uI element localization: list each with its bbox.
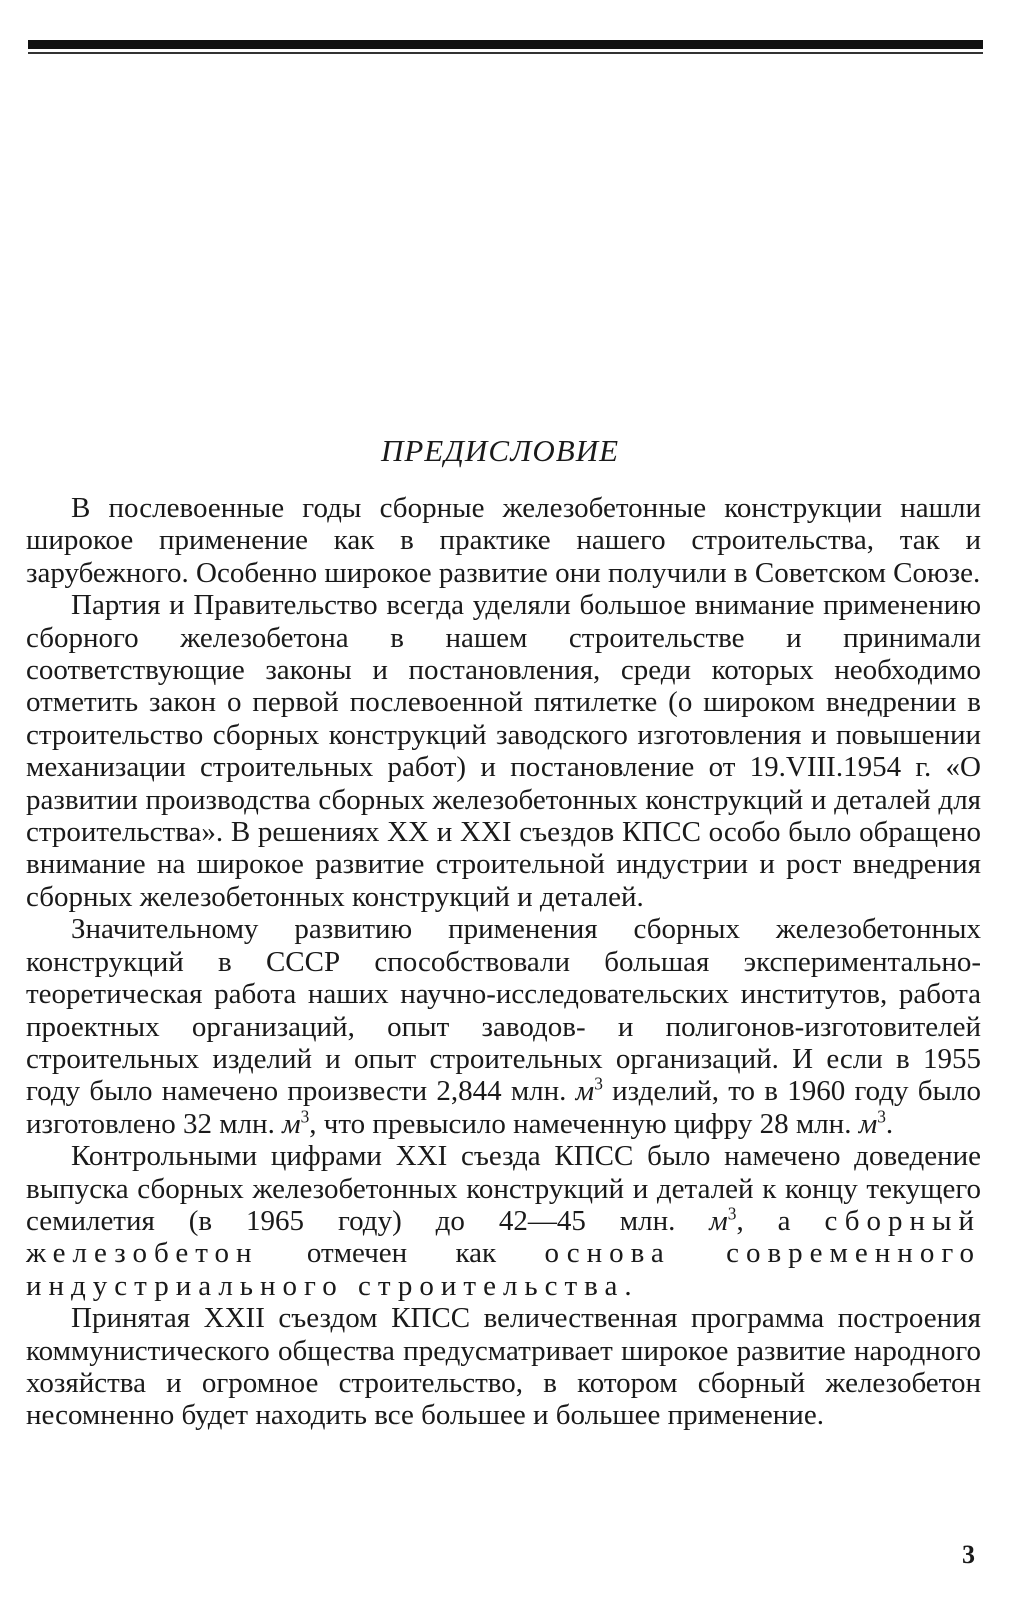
body-text (26, 492, 981, 1432)
page-number: 3 (962, 1540, 975, 1569)
paragraph-1: В послевоенные годы сборные железобетонные конструкции нашли широкое применение как в практике нашего строительства, так и зарубежного. Особенно широкое развитие они получили в Советском Союзе. (26, 492, 981, 589)
top-rule (28, 40, 983, 49)
unit-4: м (709, 1204, 728, 1237)
p4-spaced-2: основа современного индустриального строительства (26, 1237, 981, 1302)
unit-3: м (858, 1107, 878, 1140)
p3-text-d: . (885, 1107, 894, 1140)
p3-text-c: , что превысило намеченную цифру 28 млн. (309, 1107, 859, 1140)
unit-exp-2: 3 (300, 1106, 310, 1127)
p3-text-a: Значительному развитию применения сборных железобетонных конструкций в СССР способствовали большая экспериментально-теоретическая работа наших научно-исследовательских институтов, работа проектных организаций, опыт заводов- и полигонов-изготовителей строительных изделий и опыт строительных организаций. И если в 1955 году было намечено произвести 2,844 млн. (26, 913, 981, 1108)
p4-text-a: Контрольными цифрами XXI съезда КПСС было намечено доведение выпуска сборных железобетонных конструкций и деталей к концу текущего семилетия (в 1965 году) до 42—45 млн. (26, 1140, 981, 1237)
paragraph-2: Партия и Правительство всегда уделяли большое внимание применению сборного железобетона в нашем строительстве и принимали соответствующие законы и постановления, среди которых необходимо отметить закон о первой послевоенной пятилетке (о широком внедрении в строительство сборных конструкций заводского изготовления и повышении механизации строительных работ) и постановление от 19.VIII.1954 г. «О развитии производства сборных железобетонных конструкций и деталей для строительства». В решениях XX и XXI съездов КПСС особо было обращено внимание на широкое развитие строительной индустрии и рост внедрения сборных железобетонных конструкций и деталей. (26, 589, 981, 913)
top-rule-thin (28, 52, 983, 54)
paragraph-3 (26, 913, 981, 1140)
unit-1: м (575, 1075, 595, 1108)
p4-text-d: . (624, 1269, 632, 1302)
unit-exp-4: 3 (727, 1203, 737, 1224)
p4-text-b: , а (736, 1204, 825, 1237)
paragraph-5: Принятая XXII съездом КПСС величественная программа построения коммунистического общества предусматривает широкое развитие народного хозяйства и огромное строительство, в котором сборный железобетон несомненно будет находить все большее и большее применение. (26, 1302, 981, 1432)
p4-spaced-1: сборный железобетон (26, 1204, 981, 1270)
unit-exp-1: 3 (594, 1073, 603, 1094)
page-heading: ПРЕДИСЛОВИЕ (380, 433, 620, 468)
paragraph-4 (26, 1140, 981, 1302)
p3-text-b: изделий, то в 1960 году было изготовлено 32 млн. (26, 1075, 981, 1140)
p4-text-c: отмечен как (258, 1237, 545, 1270)
unit-2: м (282, 1107, 301, 1140)
unit-exp-3: 3 (877, 1106, 886, 1127)
